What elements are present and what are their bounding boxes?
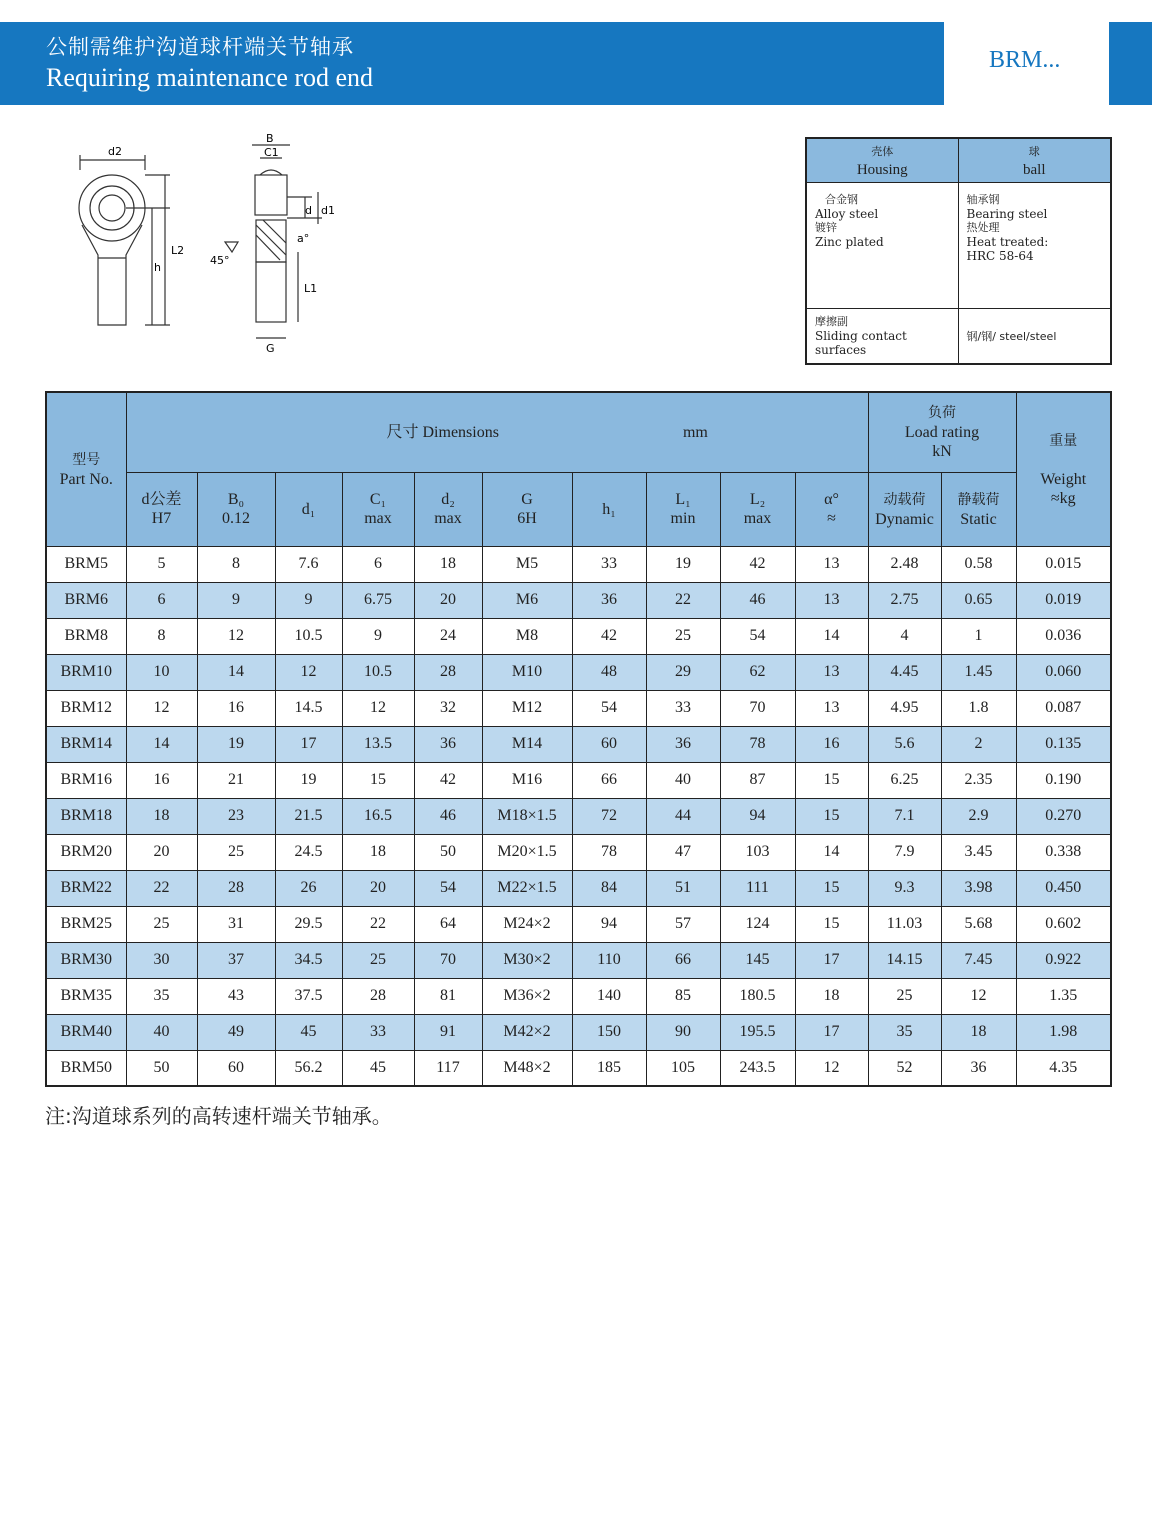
value-cell: 36 — [941, 1050, 1016, 1086]
value-cell: 45 — [342, 1050, 414, 1086]
table-row — [46, 798, 1111, 834]
value-cell: 84 — [572, 870, 646, 906]
value-cell: 32 — [414, 690, 482, 726]
part-number-cell: BRM12 — [46, 690, 126, 726]
value-cell: 17 — [275, 726, 342, 762]
label-l1: L1 — [304, 282, 318, 295]
ball-header-en: ball — [1023, 161, 1046, 178]
value-cell: 85 — [646, 978, 720, 1014]
part-number-cell: BRM10 — [46, 654, 126, 690]
value-cell: 28 — [414, 654, 482, 690]
value-cell: 4.45 — [868, 654, 941, 690]
value-cell: 2.35 — [941, 762, 1016, 798]
label-angle: 45° — [210, 254, 230, 267]
table-row — [46, 870, 1111, 906]
label-b: B — [266, 132, 274, 145]
sliding-label: 摩擦副 Sliding contact surfaces — [806, 309, 958, 365]
part-number-cell: BRM16 — [46, 762, 126, 798]
value-cell: 28 — [197, 870, 275, 906]
spec-table — [45, 391, 1112, 1087]
value-cell: 22 — [342, 906, 414, 942]
value-cell: 1.8 — [941, 690, 1016, 726]
load-rating-header: 负荷 Load rating kN — [868, 392, 1016, 472]
value-cell: 57 — [646, 906, 720, 942]
value-cell: 25 — [126, 906, 197, 942]
value-cell: 60 — [197, 1050, 275, 1086]
value-cell: 54 — [572, 690, 646, 726]
value-cell: 48 — [572, 654, 646, 690]
value-cell: 14 — [126, 726, 197, 762]
table-row — [46, 978, 1111, 1014]
value-cell: 25 — [342, 942, 414, 978]
value-cell: 90 — [646, 1014, 720, 1050]
column-header: d₁ — [275, 472, 342, 546]
value-cell: 13 — [795, 654, 868, 690]
value-cell: 0.65 — [941, 582, 1016, 618]
label-d2: d2 — [108, 145, 122, 158]
value-cell: M20×1.5 — [482, 834, 572, 870]
table-row — [46, 834, 1111, 870]
sliding-value: 钢/钢/ steel/steel — [958, 309, 1111, 365]
value-cell: 19 — [646, 546, 720, 582]
value-cell: M16 — [482, 762, 572, 798]
value-cell: 9 — [197, 582, 275, 618]
table-row — [46, 654, 1111, 690]
value-cell: 78 — [720, 726, 795, 762]
value-cell: 52 — [868, 1050, 941, 1086]
value-cell: 2 — [941, 726, 1016, 762]
value-cell: 10.5 — [342, 654, 414, 690]
value-cell: 19 — [197, 726, 275, 762]
value-cell: 35 — [126, 978, 197, 1014]
value-cell: 40 — [126, 1014, 197, 1050]
value-cell: 0.270 — [1016, 798, 1111, 834]
value-cell: 66 — [572, 762, 646, 798]
column-header: h₁ — [572, 472, 646, 546]
value-cell: 26 — [275, 870, 342, 906]
value-cell: 6.25 — [868, 762, 941, 798]
value-cell: 56.2 — [275, 1050, 342, 1086]
value-cell: 7.9 — [868, 834, 941, 870]
value-cell: 29.5 — [275, 906, 342, 942]
value-cell: 124 — [720, 906, 795, 942]
label-d: d — [305, 204, 312, 217]
value-cell: 22 — [646, 582, 720, 618]
table-row — [46, 546, 1111, 582]
title-en: Requiring maintenance rod end — [46, 63, 374, 92]
part-number-cell: BRM30 — [46, 942, 126, 978]
value-cell: 9.3 — [868, 870, 941, 906]
value-cell: M12 — [482, 690, 572, 726]
footnote: 注:沟道球系列的高转速杆端关节轴承。 — [45, 1104, 392, 1128]
value-cell: 12 — [795, 1050, 868, 1086]
value-cell: 36 — [646, 726, 720, 762]
value-cell: 7.45 — [941, 942, 1016, 978]
value-cell: 42 — [720, 546, 795, 582]
value-cell: 25 — [197, 834, 275, 870]
value-cell: 2.48 — [868, 546, 941, 582]
value-cell: M22×1.5 — [482, 870, 572, 906]
value-cell: 49 — [197, 1014, 275, 1050]
value-cell: 117 — [414, 1050, 482, 1086]
value-cell: 12 — [941, 978, 1016, 1014]
value-cell: 29 — [646, 654, 720, 690]
value-cell: 1.98 — [1016, 1014, 1111, 1050]
value-cell: 103 — [720, 834, 795, 870]
value-cell: 43 — [197, 978, 275, 1014]
value-cell: 50 — [126, 1050, 197, 1086]
column-header: B₀ 0.12 — [197, 472, 275, 546]
value-cell: 8 — [197, 546, 275, 582]
value-cell: 6 — [126, 582, 197, 618]
column-header: 静载荷 Static — [941, 472, 1016, 546]
value-cell: M10 — [482, 654, 572, 690]
value-cell: 111 — [720, 870, 795, 906]
value-cell: 18 — [126, 798, 197, 834]
dimensions-header: 尺寸 Dimensions mm — [126, 392, 868, 472]
value-cell: M24×2 — [482, 906, 572, 942]
table-row — [46, 942, 1111, 978]
label-alpha: a° — [297, 232, 310, 245]
value-cell: 4.95 — [868, 690, 941, 726]
value-cell: 16 — [795, 726, 868, 762]
value-cell: 70 — [720, 690, 795, 726]
part-number-cell: BRM20 — [46, 834, 126, 870]
value-cell: 62 — [720, 654, 795, 690]
value-cell: 11.03 — [868, 906, 941, 942]
value-cell: 45 — [275, 1014, 342, 1050]
value-cell: M18×1.5 — [482, 798, 572, 834]
housing-material: 合金钢 Alloy steel 镀锌 Zinc plated — [806, 182, 958, 309]
value-cell: M42×2 — [482, 1014, 572, 1050]
value-cell: 4 — [868, 618, 941, 654]
value-cell: 14.5 — [275, 690, 342, 726]
value-cell: 51 — [646, 870, 720, 906]
label-h: h — [154, 261, 161, 274]
table-row — [46, 1050, 1111, 1086]
value-cell: 12 — [197, 618, 275, 654]
value-cell: 22 — [126, 870, 197, 906]
value-cell: 15 — [795, 906, 868, 942]
ball-header — [958, 138, 1111, 182]
value-cell: 12 — [126, 690, 197, 726]
header-banner — [0, 22, 944, 105]
table-row — [46, 1014, 1111, 1050]
value-cell: 18 — [414, 546, 482, 582]
value-cell: 87 — [720, 762, 795, 798]
value-cell: 40 — [646, 762, 720, 798]
column-header: L₁ min — [646, 472, 720, 546]
value-cell: 12 — [342, 690, 414, 726]
value-cell: 20 — [414, 582, 482, 618]
value-cell: 14 — [795, 618, 868, 654]
value-cell: 17 — [795, 942, 868, 978]
value-cell: 0.036 — [1016, 618, 1111, 654]
table-row — [46, 726, 1111, 762]
value-cell: 18 — [941, 1014, 1016, 1050]
value-cell: 18 — [342, 834, 414, 870]
column-header: 动载荷 Dynamic — [868, 472, 941, 546]
value-cell: 17 — [795, 1014, 868, 1050]
part-number-cell: BRM18 — [46, 798, 126, 834]
part-number-cell: BRM8 — [46, 618, 126, 654]
value-cell: 21 — [197, 762, 275, 798]
value-cell: 91 — [414, 1014, 482, 1050]
part-number-cell: BRM50 — [46, 1050, 126, 1086]
value-cell: 185 — [572, 1050, 646, 1086]
value-cell: 2.75 — [868, 582, 941, 618]
value-cell: 94 — [572, 906, 646, 942]
value-cell: 4.35 — [1016, 1050, 1111, 1086]
value-cell: 1.35 — [1016, 978, 1111, 1014]
ball-material: 轴承钢 Bearing steel 热处理 Heat treated: HRC 58-64 — [958, 182, 1111, 309]
value-cell: 13 — [795, 546, 868, 582]
value-cell: 24 — [414, 618, 482, 654]
value-cell: 5.68 — [941, 906, 1016, 942]
value-cell: 25 — [868, 978, 941, 1014]
value-cell: M30×2 — [482, 942, 572, 978]
value-cell: 66 — [646, 942, 720, 978]
value-cell: 44 — [646, 798, 720, 834]
label-c1: C1 — [264, 146, 279, 159]
value-cell: 70 — [414, 942, 482, 978]
value-cell: 33 — [646, 690, 720, 726]
column-header: d₂ max — [414, 472, 482, 546]
value-cell: 0.015 — [1016, 546, 1111, 582]
part-number-cell: BRM35 — [46, 978, 126, 1014]
value-cell: 7.6 — [275, 546, 342, 582]
value-cell: 145 — [720, 942, 795, 978]
value-cell: 7.1 — [868, 798, 941, 834]
table-row — [46, 906, 1111, 942]
value-cell: 15 — [795, 798, 868, 834]
value-cell: M14 — [482, 726, 572, 762]
value-cell: 5.6 — [868, 726, 941, 762]
value-cell: 6 — [342, 546, 414, 582]
value-cell: 21.5 — [275, 798, 342, 834]
value-cell: 54 — [720, 618, 795, 654]
value-cell: 0.450 — [1016, 870, 1111, 906]
part-number-cell: BRM25 — [46, 906, 126, 942]
value-cell: 35 — [868, 1014, 941, 1050]
value-cell: 5 — [126, 546, 197, 582]
label-g: G — [266, 342, 275, 355]
value-cell: 2.9 — [941, 798, 1016, 834]
value-cell: 10 — [126, 654, 197, 690]
part-number-cell: BRM5 — [46, 546, 126, 582]
value-cell: 33 — [342, 1014, 414, 1050]
value-cell: 15 — [342, 762, 414, 798]
value-cell: 42 — [414, 762, 482, 798]
value-cell: 28 — [342, 978, 414, 1014]
rod-end-drawing — [60, 130, 350, 360]
value-cell: 0.190 — [1016, 762, 1111, 798]
value-cell: 0.58 — [941, 546, 1016, 582]
value-cell: 150 — [572, 1014, 646, 1050]
value-cell: 13.5 — [342, 726, 414, 762]
housing-header-cn: 壳体 — [871, 144, 894, 158]
value-cell: 36 — [414, 726, 482, 762]
value-cell: 14 — [795, 834, 868, 870]
value-cell: 13 — [795, 690, 868, 726]
value-cell: 50 — [414, 834, 482, 870]
value-cell: 13 — [795, 582, 868, 618]
part-no-header: 型号 Part No. — [46, 392, 126, 546]
value-cell: 94 — [720, 798, 795, 834]
table-row — [46, 690, 1111, 726]
value-cell: M48×2 — [482, 1050, 572, 1086]
value-cell: 0.602 — [1016, 906, 1111, 942]
value-cell: 0.087 — [1016, 690, 1111, 726]
weight-header: 重量 Weight ≈kg — [1016, 392, 1111, 546]
ball-header-cn: 球 — [1028, 144, 1040, 158]
value-cell: 8 — [126, 618, 197, 654]
value-cell: 20 — [126, 834, 197, 870]
value-cell: 0.135 — [1016, 726, 1111, 762]
column-header: L₂ max — [720, 472, 795, 546]
part-number-cell: BRM40 — [46, 1014, 126, 1050]
title-cn: 公制需维护沟道球杆端关节轴承 — [46, 35, 354, 59]
housing-header — [806, 138, 958, 182]
value-cell: 18 — [795, 978, 868, 1014]
column-header: G 6H — [482, 472, 572, 546]
value-cell: 19 — [275, 762, 342, 798]
value-cell: 15 — [795, 870, 868, 906]
value-cell: 64 — [414, 906, 482, 942]
value-cell: 81 — [414, 978, 482, 1014]
value-cell: 37 — [197, 942, 275, 978]
value-cell: 12 — [275, 654, 342, 690]
column-header: α° ≈ — [795, 472, 868, 546]
value-cell: 30 — [126, 942, 197, 978]
table-row — [46, 582, 1111, 618]
value-cell: 110 — [572, 942, 646, 978]
value-cell: 16 — [126, 762, 197, 798]
value-cell: 42 — [572, 618, 646, 654]
value-cell: 3.45 — [941, 834, 1016, 870]
value-cell: 10.5 — [275, 618, 342, 654]
table-row — [46, 762, 1111, 798]
part-number-cell: BRM22 — [46, 870, 126, 906]
housing-header-en: Housing — [856, 161, 908, 178]
value-cell: 1.45 — [941, 654, 1016, 690]
value-cell: 14.15 — [868, 942, 941, 978]
value-cell: 9 — [275, 582, 342, 618]
value-cell: 37.5 — [275, 978, 342, 1014]
label-d1: d1 — [321, 204, 335, 217]
value-cell: 105 — [646, 1050, 720, 1086]
value-cell: 16.5 — [342, 798, 414, 834]
value-cell: 0.060 — [1016, 654, 1111, 690]
value-cell: 46 — [414, 798, 482, 834]
value-cell: 78 — [572, 834, 646, 870]
value-cell: 47 — [646, 834, 720, 870]
value-cell: 6.75 — [342, 582, 414, 618]
value-cell: 33 — [572, 546, 646, 582]
series-label: BRM... — [989, 47, 1061, 73]
column-header: C₁ max — [342, 472, 414, 546]
value-cell: 20 — [342, 870, 414, 906]
value-cell: 243.5 — [720, 1050, 795, 1086]
value-cell: 0.338 — [1016, 834, 1111, 870]
value-cell: 24.5 — [275, 834, 342, 870]
value-cell: 0.922 — [1016, 942, 1111, 978]
value-cell: 16 — [197, 690, 275, 726]
value-cell: 15 — [795, 762, 868, 798]
value-cell: 72 — [572, 798, 646, 834]
value-cell: 1 — [941, 618, 1016, 654]
label-l2: L2 — [171, 244, 185, 257]
value-cell: 46 — [720, 582, 795, 618]
value-cell: 31 — [197, 906, 275, 942]
materials-table — [805, 137, 1112, 365]
column-header: d公差 H7 — [126, 472, 197, 546]
value-cell: 23 — [197, 798, 275, 834]
value-cell: M8 — [482, 618, 572, 654]
value-cell: 25 — [646, 618, 720, 654]
value-cell: 195.5 — [720, 1014, 795, 1050]
table-row — [46, 618, 1111, 654]
value-cell: 140 — [572, 978, 646, 1014]
value-cell: M6 — [482, 582, 572, 618]
value-cell: 9 — [342, 618, 414, 654]
value-cell: 3.98 — [941, 870, 1016, 906]
value-cell: 60 — [572, 726, 646, 762]
value-cell: 54 — [414, 870, 482, 906]
header-side-bar — [1109, 22, 1152, 105]
value-cell: 36 — [572, 582, 646, 618]
value-cell: M5 — [482, 546, 572, 582]
part-number-cell: BRM6 — [46, 582, 126, 618]
value-cell: 0.019 — [1016, 582, 1111, 618]
value-cell: 180.5 — [720, 978, 795, 1014]
value-cell: 14 — [197, 654, 275, 690]
value-cell: 34.5 — [275, 942, 342, 978]
part-number-cell: BRM14 — [46, 726, 126, 762]
value-cell: M36×2 — [482, 978, 572, 1014]
